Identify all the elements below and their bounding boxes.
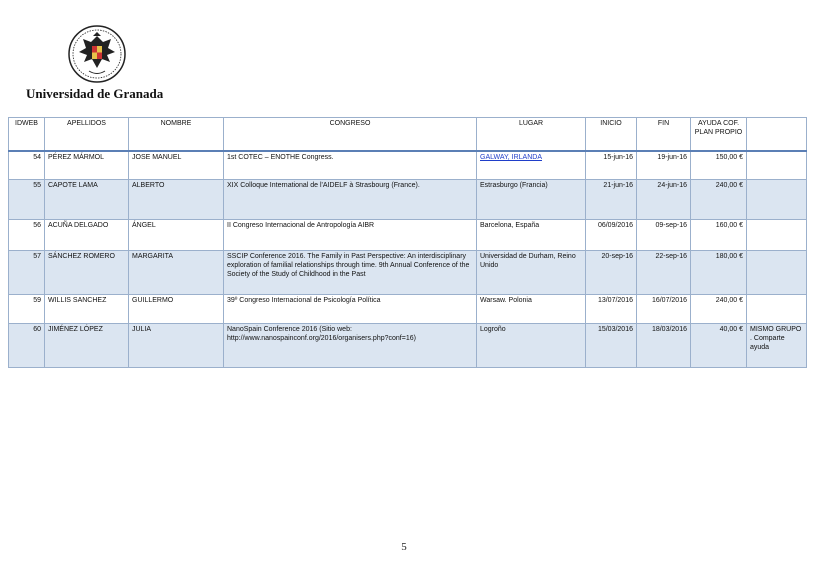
cell-nota (747, 179, 807, 219)
column-header-notes (747, 118, 807, 152)
congress-grants-table (8, 117, 807, 368)
cell-lugar (477, 151, 586, 179)
cell-idweb: 55 (9, 179, 45, 219)
cell-fin: 16/07/2016 (637, 294, 691, 323)
cell-lugar: Logroño (477, 323, 586, 367)
cell-idweb: 60 (9, 323, 45, 367)
cell-lugar: Estrasburgo (Francia) (477, 179, 586, 219)
cell-congreso: 1st COTEC – ENOTHE Congress. (224, 151, 477, 179)
cell-idweb: 57 (9, 250, 45, 294)
cell-congreso: II Congreso Internacional de Antropología AIBR (224, 219, 477, 250)
column-header-ayuda: AYUDA COF. PLAN PROPIO (691, 118, 747, 152)
cell-nota: MISMO GRUPO . Comparte ayuda (747, 323, 807, 367)
column-header-nombre: NOMBRE (129, 118, 224, 152)
cell-nota (747, 250, 807, 294)
cell-apellidos: SÁNCHEZ ROMERO (45, 250, 129, 294)
cell-apellidos: PÉREZ MÁRMOL (45, 151, 129, 179)
column-header-congreso: CONGRESO (224, 118, 477, 152)
cell-inicio: 20-sep-16 (586, 250, 637, 294)
cell-nota (747, 151, 807, 179)
cell-idweb: 56 (9, 219, 45, 250)
table-header-row (9, 118, 807, 152)
cell-nombre: JOSE MANUEL (129, 151, 224, 179)
column-header-inicio: INICIO (586, 118, 637, 152)
cell-ayuda: 160,00 € (691, 219, 747, 250)
table-row (9, 179, 807, 219)
document-header (26, 22, 226, 104)
cell-ayuda: 240,00 € (691, 179, 747, 219)
cell-apellidos: WILLIS SANCHEZ (45, 294, 129, 323)
cell-ayuda: 150,00 € (691, 151, 747, 179)
cell-fin: 24-jun-16 (637, 179, 691, 219)
cell-congreso: NanoSpain Conference 2016 (Sitio web: http://www.nanospainconf.org/2016/organisers.php?conf=16) (224, 323, 477, 367)
cell-inicio: 06/09/2016 (586, 219, 637, 250)
cell-apellidos: CAPOTE LAMA (45, 179, 129, 219)
cell-congreso: SSCIP Conference 2016. The Family in Past Perspective: An interdisciplinary exploration of familial relationships through time. 9th Annual Conference of the Society of the Study of Childhood in the Past (224, 250, 477, 294)
university-name: Universidad de Granada (26, 86, 164, 101)
table-row (9, 294, 807, 323)
cell-congreso: XIX Colloque International de l'AIDELF à Strasbourg (France). (224, 179, 477, 219)
lugar-link[interactable]: GALWAY, IRLANDA (480, 154, 542, 161)
column-header-apellidos: APELLIDOS (45, 118, 129, 152)
cell-inicio: 21-jun-16 (586, 179, 637, 219)
cell-nombre: ÁNGEL (129, 219, 224, 250)
cell-nota (747, 294, 807, 323)
cell-inicio: 15/03/2016 (586, 323, 637, 367)
cell-inicio: 15-jun-16 (586, 151, 637, 179)
page-number: 5 (401, 541, 407, 553)
table-row (9, 323, 807, 367)
cell-lugar: Barcelona, España (477, 219, 586, 250)
cell-nombre: MARGARITA (129, 250, 224, 294)
cell-ayuda: 240,00 € (691, 294, 747, 323)
cell-ayuda: 40,00 € (691, 323, 747, 367)
cell-fin: 18/03/2016 (637, 323, 691, 367)
cell-lugar: Universidad de Durham, Reino Unido (477, 250, 586, 294)
cell-fin: 22-sep-16 (637, 250, 691, 294)
university-coat-of-arms-icon (67, 24, 127, 84)
cell-apellidos: JIMÉNEZ LÓPEZ (45, 323, 129, 367)
column-header-idweb: IDWEB (9, 118, 45, 152)
cell-idweb: 54 (9, 151, 45, 179)
cell-ayuda: 180,00 € (691, 250, 747, 294)
column-header-lugar: LUGAR (477, 118, 586, 152)
cell-idweb: 59 (9, 294, 45, 323)
cell-congreso: 39º Congreso Internacional de Psicología Política (224, 294, 477, 323)
cell-nota (747, 219, 807, 250)
cell-fin: 19-jun-16 (637, 151, 691, 179)
table-row (9, 219, 807, 250)
table-row (9, 151, 807, 179)
column-header-fin: FIN (637, 118, 691, 152)
cell-lugar: Warsaw. Polonia (477, 294, 586, 323)
cell-apellidos: ACUÑA DELGADO (45, 219, 129, 250)
cell-nombre: GUILLERMO (129, 294, 224, 323)
table-row (9, 250, 807, 294)
cell-nombre: ALBERTO (129, 179, 224, 219)
cell-nombre: JULIA (129, 323, 224, 367)
cell-fin: 09-sep-16 (637, 219, 691, 250)
cell-inicio: 13/07/2016 (586, 294, 637, 323)
